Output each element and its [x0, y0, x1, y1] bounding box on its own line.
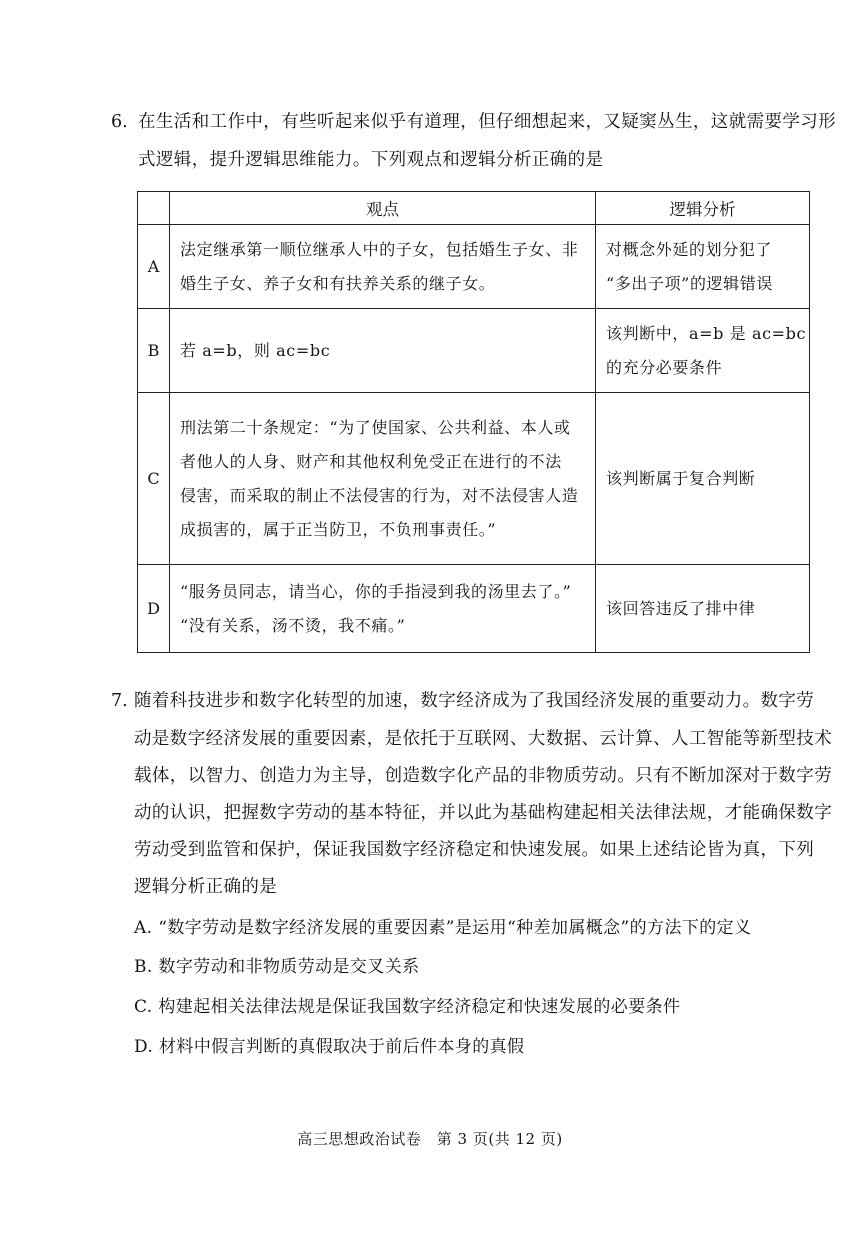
question-stem-line: 逻辑分析正确的是 [134, 877, 278, 897]
view-line: 法定继承第一顺位继承人中的子女，包括婚生子女、非 [180, 239, 579, 259]
options-table [137, 191, 810, 653]
choice-c: C. 构建起相关法律法规是保证我国数字经济稳定和快速发展的必要条件 [134, 997, 681, 1017]
question-stem-line: 随着科技进步和数字化转型的加速，数字经济成为了我国经济发展的重要动力。数字劳 [134, 691, 815, 711]
question-number: 7. [111, 691, 128, 711]
table-header-row [138, 192, 810, 225]
option-label: B [138, 309, 170, 393]
table-header [138, 192, 170, 225]
question-stem-line: 动的认识，把握数字劳动的基本特征，并以此为基础构建起相关法律法规，才能确保数字 [134, 803, 833, 823]
analysis-line: 该判断属于复合判断 [606, 468, 756, 488]
page-footer: 高三思想政治试卷 第 3 页(共 12 页) [297, 1130, 563, 1148]
analysis-line: 该回答违反了排中律 [606, 598, 756, 618]
view-cell [170, 393, 596, 565]
choice-a: A. “数字劳动是数字经济发展的重要因素”是运用“种差加属概念”的方法下的定义 [134, 918, 752, 938]
question-stem-line: 在生活和工作中，有些听起来似乎有道理，但仔细想起来，又疑窦丛生，这就需要学习形 [138, 112, 837, 132]
table-row [138, 393, 810, 565]
view-line: 刑法第二十条规定：“为了使国家、公共利益、本人或 [180, 417, 571, 437]
question-stem-line: 劳动受到监管和保护，保证我国数字经济稳定和快速发展。如果上述结论皆为真，下列 [134, 840, 815, 860]
analysis-cell [596, 393, 810, 565]
analysis-line: 对概念外延的划分犯了 [606, 239, 773, 259]
analysis-cell [596, 225, 810, 309]
analysis-cell [596, 565, 810, 653]
option-label: D [138, 565, 170, 653]
analysis-line: “多出子项”的逻辑错误 [606, 273, 773, 293]
table-header: 逻辑分析 [596, 192, 810, 225]
view-cell [170, 565, 596, 653]
table-row [138, 309, 810, 393]
view-line: 侵害，而采取的制止不法侵害的行为，对不法侵害人造 [180, 485, 579, 505]
view-line: “服务员同志，请当心，你的手指浸到我的汤里去了。” [180, 581, 572, 601]
view-cell [170, 225, 596, 309]
question-stem-line: 载体，以智力、创造力为主导，创造数字化产品的非物质劳动。只有不断加深对于数字劳 [134, 766, 833, 786]
analysis-cell [596, 309, 810, 393]
choice-b: B. 数字劳动和非物质劳动是交叉关系 [134, 957, 420, 977]
table-row [138, 225, 810, 309]
question-stem-line: 动是数字经济发展的重要因素，是依托于互联网、大数据、云计算、人工智能等新型技术 [134, 729, 833, 749]
question-stem-line: 式逻辑，提升逻辑思维能力。下列观点和逻辑分析正确的是 [138, 150, 604, 170]
view-line: 成损害的，属于正当防卫，不负刑事责任。” [180, 519, 497, 539]
choice-d: D. 材料中假言判断的真假取决于前后件本身的真假 [134, 1037, 525, 1057]
table-row [138, 565, 810, 653]
view-line: “没有关系，汤不烫，我不痛。” [180, 615, 406, 635]
option-label: C [138, 393, 170, 565]
option-label: A [138, 225, 170, 309]
analysis-line: 该判断中，a=b 是 ac=bc [606, 323, 807, 343]
table-header: 观点 [170, 192, 596, 225]
view-line: 若 a=b，则 ac=bc [180, 340, 331, 360]
view-line: 者他人的人身、财产和其他权利免受正在进行的不法 [180, 451, 562, 471]
analysis-line: 的充分必要条件 [606, 357, 723, 377]
view-cell [170, 309, 596, 393]
view-line: 婚生子女、养子女和有扶养关系的继子女。 [180, 273, 496, 293]
question-number: 6. [111, 112, 128, 132]
